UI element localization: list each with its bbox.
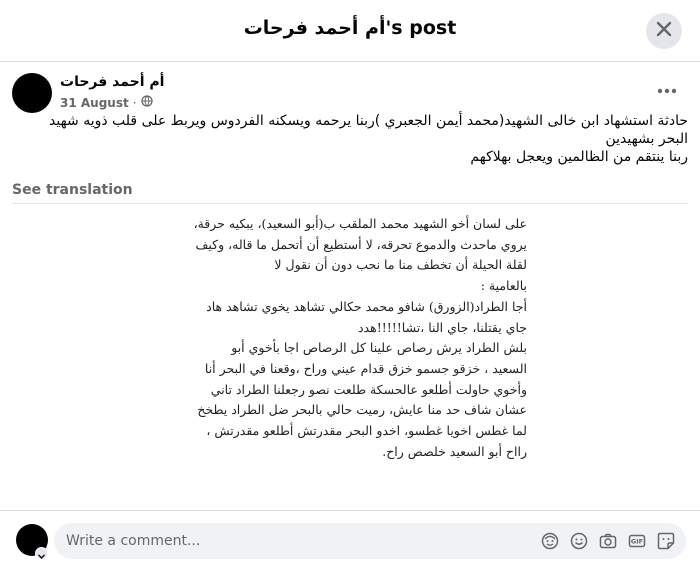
meta-separator: · [132, 95, 137, 110]
avatar-dropdown-badge[interactable] [35, 547, 48, 560]
close-icon [656, 21, 672, 41]
comment-composer [0, 510, 700, 577]
more-horizontal-icon [657, 79, 677, 98]
header-title: أم أحمد فرحات's post [243, 17, 457, 39]
see-translation-link[interactable]: See translation [12, 182, 133, 198]
photo-text-line: بلش الطراد يرش رصاص علينا كل الرصاص اجا بأخوي أبو [231, 340, 527, 356]
svg-text:GIF: GIF [630, 537, 644, 546]
photo-text-line: وأخوي حاولت أطلعو عالحسكة طلعت نصو رجعلنا الطراد تاني [210, 381, 527, 397]
photo-text-line: لما غطس اخويا غطسو، اخدو البحر مقدرتش أطلعو مقدرتش ، [206, 423, 527, 439]
comment-input[interactable] [66, 523, 536, 559]
comment-box [54, 523, 686, 559]
author-avatar[interactable] [12, 73, 52, 113]
photo-text-line: رااح أبو السعيد خلصص راح. [382, 443, 527, 459]
photo-text [187, 214, 527, 462]
emoji-icon[interactable] [569, 531, 589, 551]
chevron-down-icon [38, 544, 45, 563]
globe-icon [141, 95, 153, 110]
post-meta [60, 95, 153, 110]
photo-text-line: أجا الطراد(الزورق) شافو محمد حكالي تشاهد يخوي تشاهد هاد [206, 298, 527, 314]
photo-text-line: يروي ماحدث والدموع تحرقه، لا أستطيع أن أتحمل ما قاله، وكيف [195, 236, 527, 252]
post [0, 62, 700, 510]
sticker-icon[interactable] [656, 531, 676, 551]
post-header [0, 0, 700, 62]
post-text-line: البحر بشهيدين [605, 131, 688, 147]
comment-icons [540, 531, 676, 551]
author-name[interactable]: أم أحمد فرحات [60, 74, 165, 90]
photo-text-line: جاي يقتلنا، جاي النا ،تشا!!!!!هدد [357, 319, 527, 335]
post-text-line: ربنا ينتقم من الظالمين ويعجل بهلاكهم [470, 149, 688, 165]
post-text-line: حادثة استشهاد ابن خالى الشهيد(محمد أيمن الجعبري )ربنا يرحمه ويسكنه الفردوس ويربط على قلب ذويه شهيد [49, 113, 688, 129]
close-button[interactable] [646, 13, 682, 49]
photo-text-line: عشان شاف حد منا عايش، رميت حالي بالبحر ضل الطراد يطخخ [197, 402, 527, 418]
photo-text-line: على لسان أخو الشهيد محمد الملقب ب(أبو السعيد)، يبكيه حرقة، [193, 216, 527, 231]
more-options-button[interactable] [652, 76, 682, 100]
gif-icon[interactable] [627, 531, 647, 551]
photo-text-line: السعيد ، خزقو جسمو خزق قدام عيني وراح ،وقعنا في البحر أنا [204, 360, 527, 376]
photo-text-line: لقلة الحيلة أن تخطف منا ما نحب دون أن نقول لا [274, 257, 527, 273]
camera-icon[interactable] [598, 531, 618, 551]
post-date[interactable]: 31 August [60, 95, 129, 110]
avatar-sticker-icon[interactable] [540, 531, 560, 551]
post-text [12, 112, 688, 166]
post-photo[interactable] [12, 203, 688, 510]
photo-text-line: بالعامية : [480, 278, 527, 294]
